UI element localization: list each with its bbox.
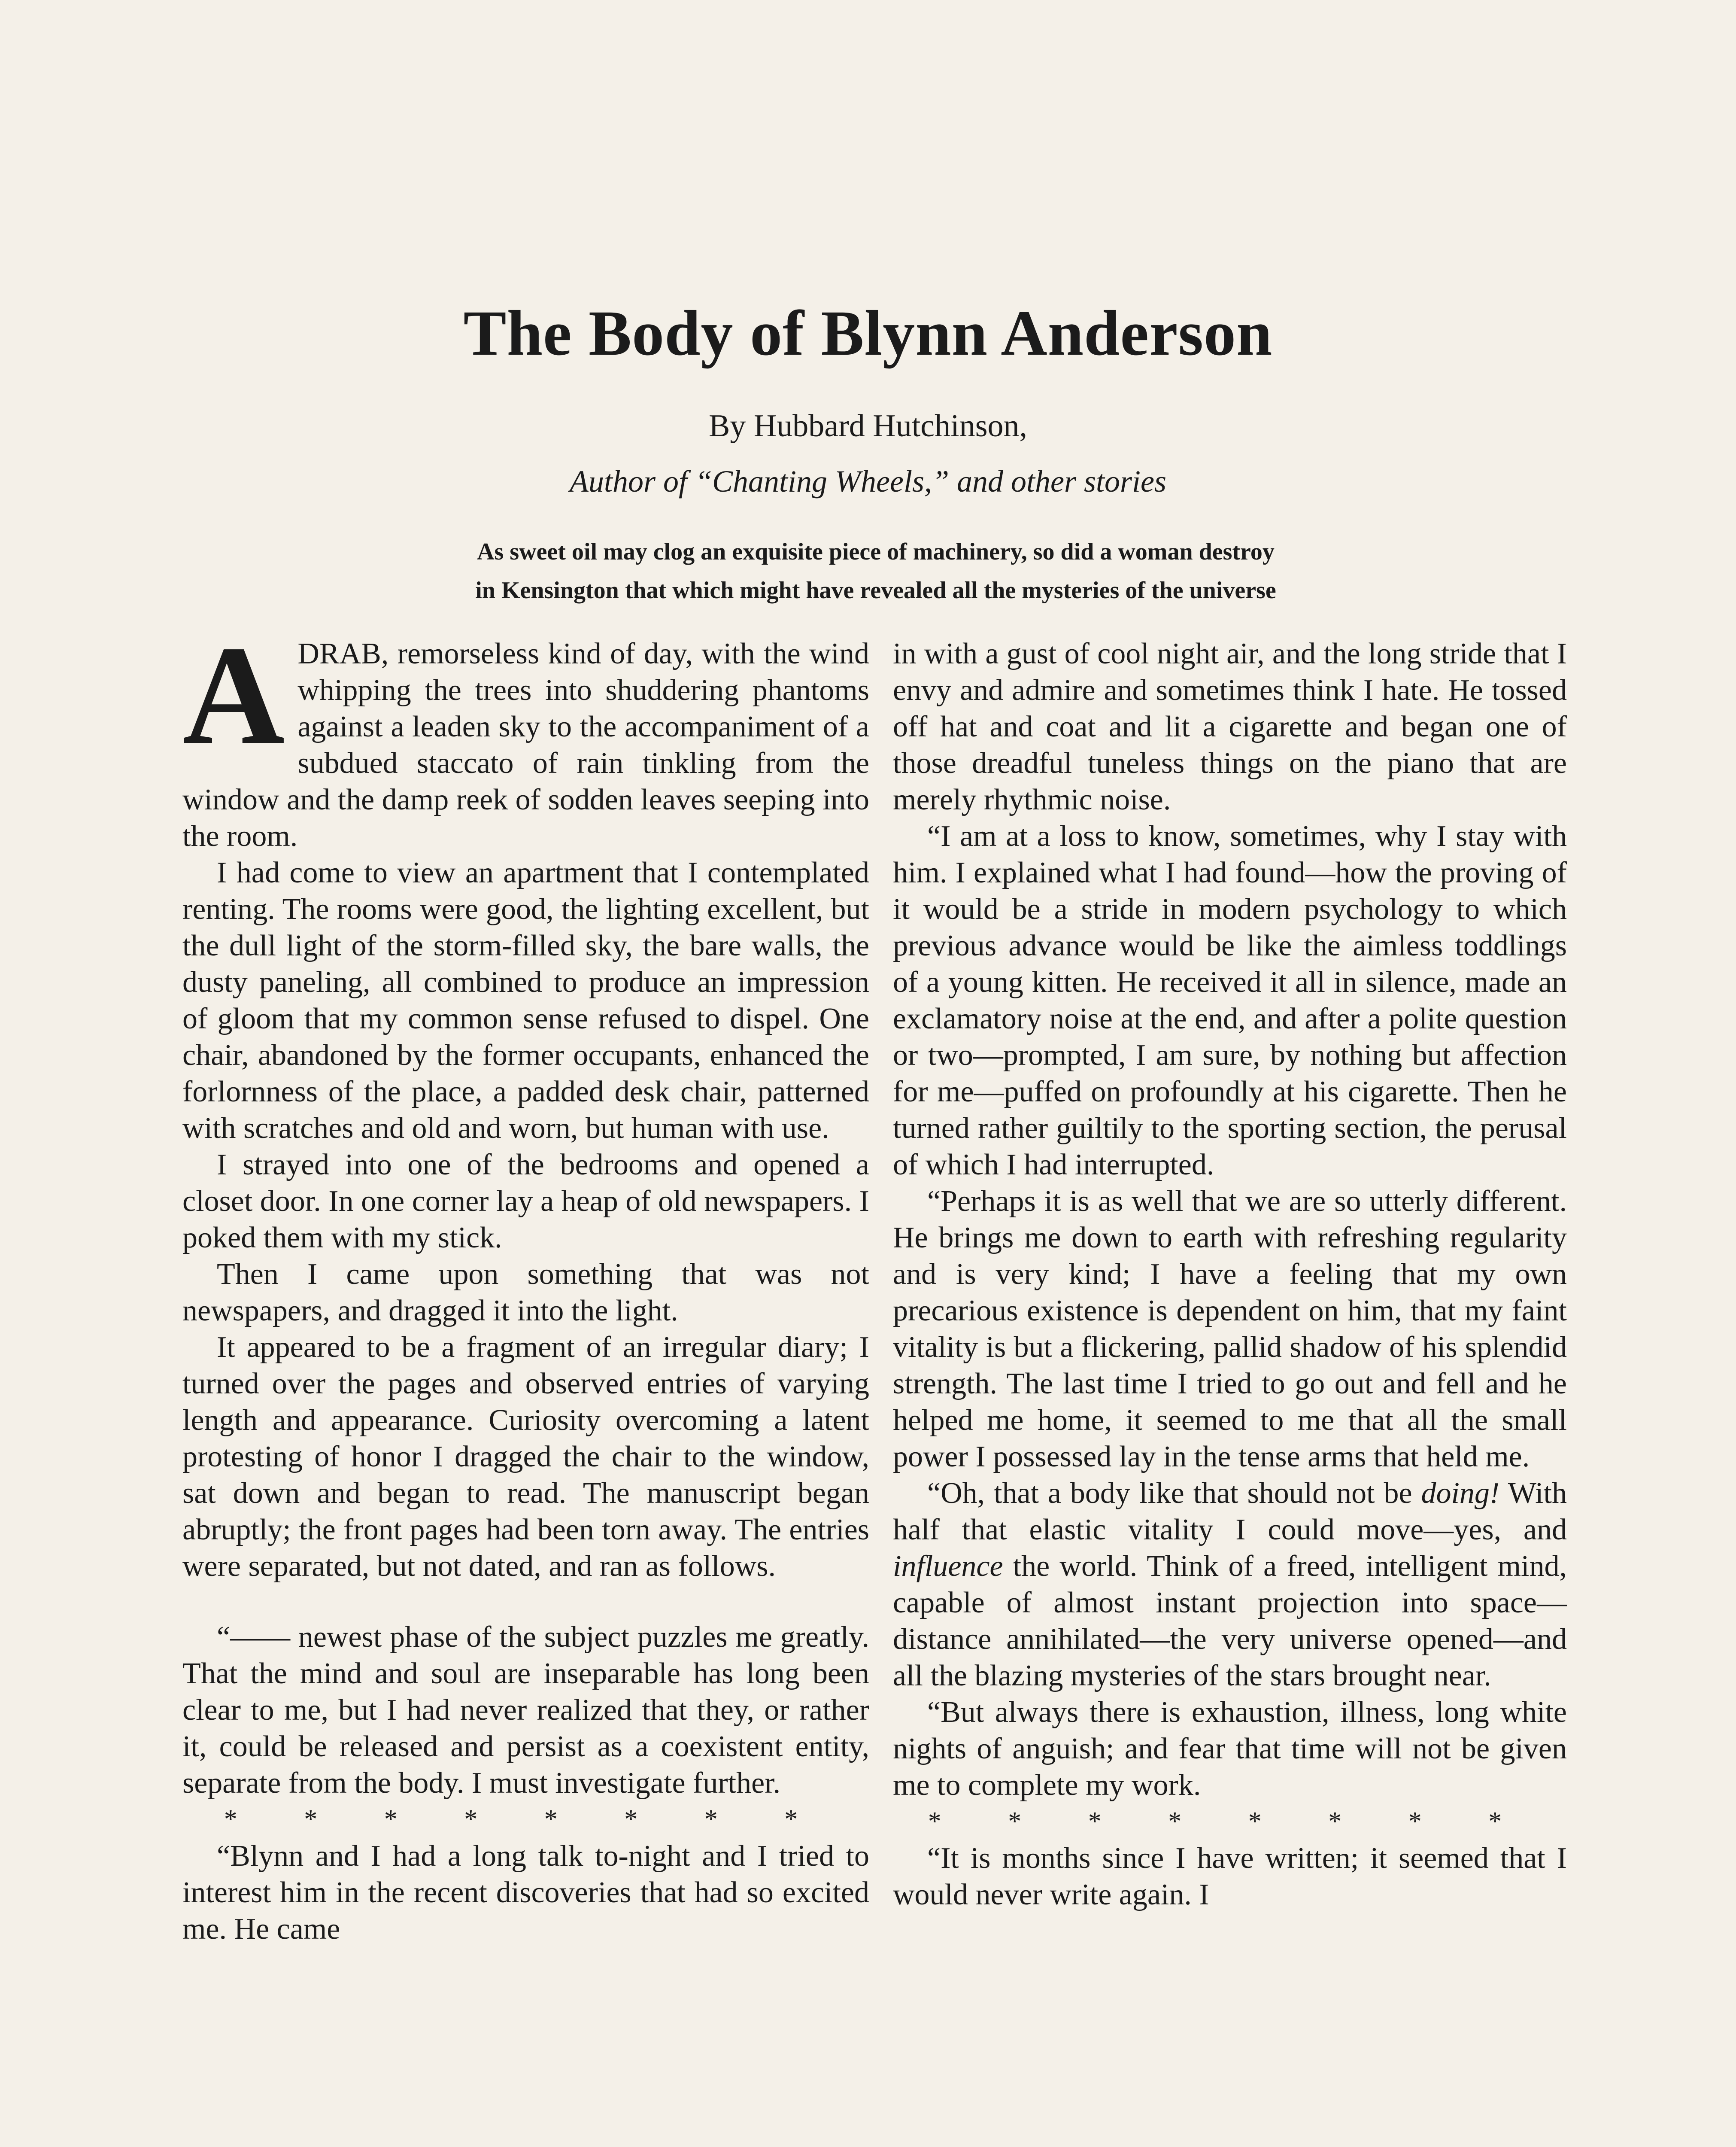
blurb-line: As sweet oil may clog an exquisite piece of machinery, so did a woman destroy — [477, 538, 1275, 565]
diary-entry: “Blynn and I had a long talk to-night and I tried to interest him in the recent discoveries that had so excited me. He came — [182, 1840, 869, 1946]
paragraph — [893, 1475, 1567, 1694]
article-title: The Body of Blynn Anderson — [463, 298, 1273, 369]
text-run: the world. Think of a freed, intelligent mind, capable of almost instant projection into space—distance annihilated—the very universe opened—and all the blazing mysteries of the stars brought near. — [893, 1550, 1567, 1692]
paragraph: I strayed into one of the bedrooms and opened a closet door. In one corner lay a heap of old newspapers. I poked them with my stick. — [182, 1148, 869, 1254]
paragraph: Then I came upon something that was not newspapers, and dragged it into the light. — [182, 1258, 869, 1327]
paragraph: I had come to view an apartment that I contemplated renting. The rooms were good, the lighting excellent, but the dull light of the storm-filled sky, the bare walls, the dusty paneling, all combined to produce an impression of gloom that my common sense refused to dispel. One chair, abandoned by the former occupants, enhanced the forlornness of the place, a padded desk chair, patterned with scratches and old and worn, but human with use. — [182, 856, 869, 1145]
emphasis: influence — [893, 1550, 1003, 1583]
section-break: * * * * * * * * — [224, 1805, 828, 1834]
opening-paragraph — [182, 617, 869, 855]
paragraph: “Perhaps it is as well that we are so utterly different. He brings me down to earth with refreshing regularity and is very kind; I have a feeling that my own precarious existence is dependent on him, that my faint vitality is but a flickering, pallid shadow of his splendid strength. The last time I tried to go out and fell and he helped me home, it seemed to me that all the small power I possessed lay in the tense arms that held me. — [893, 1185, 1567, 1473]
blurb-line: in Kensington that which might have revealed all the mysteries of the universe — [475, 577, 1276, 604]
right-column — [893, 636, 1567, 1913]
text-run: With half that elastic vitality I could move—yes, and — [893, 1477, 1567, 1546]
text-run: “Oh, that a body like that should not be — [927, 1477, 1421, 1510]
emphasis: doing! — [1421, 1477, 1500, 1510]
byline: By Hubbard Hutchinson, — [709, 408, 1027, 444]
drop-cap: A — [182, 617, 285, 774]
paragraph: in with a gust of cool night air, and the long stride that I envy and admire and sometimes think I hate. He tossed off hat and coat and lit a cigarette and began one of those dreadful tuneless things on the piano that are merely rhythmic noise. — [893, 637, 1567, 816]
article-blurb — [318, 532, 1434, 610]
paragraph: It appeared to be a fragment of an irregular diary; I turned over the pages and observed entries of varying length and appearance. Curiosity overcoming a latent protesting of honor I dragged the chair to the window, sat down and began to read. The manuscript began abruptly; the front pages had been torn away. The entries were separated, but not dated, and ran as follows. — [182, 1331, 869, 1583]
left-column — [182, 617, 869, 1947]
paragraph: “But always there is exhaustion, illness, long white nights of anguish; and fear that time will not be given me to complete my work. — [893, 1696, 1567, 1802]
paragraph-text: DRAB, remorseless kind of day, with the wind whipping the trees into shuddering phantoms against a leaden sky to the accompaniment of a subdued staccato of rain tinkling from the window and the damp reek of sodden leaves seeping into the room. — [182, 637, 869, 853]
diary-entry: “—— newest phase of the subject puzzles me greatly. That the mind and soul are inseparable has long been clear to me, but I had never realized that they, or rather it, could be released and persist as a coexistent entity, separate from the body. I must investigate further. — [182, 1621, 869, 1800]
paragraph: “It is months since I have written; it seemed that I would never write again. I — [893, 1842, 1567, 1911]
section-break: * * * * * * * * — [928, 1807, 1532, 1836]
author-credits: Author of “Chanting Wheels,” and other stories — [569, 464, 1167, 499]
paragraph: “I am at a loss to know, sometimes, why I stay with him. I explained what I had found—how the proving of it would be a stride in modern psychology to which previous advance would be like the aimless toddlings of a young kitten. He received it all in silence, made an exclamatory noise at the end, and after a polite question or two—prompted, I am sure, by nothing but affection for me—puffed on profoundly at his cigarette. Then he turned rather guiltily to the sporting section, the perusal of which I had interrupted. — [893, 820, 1567, 1181]
